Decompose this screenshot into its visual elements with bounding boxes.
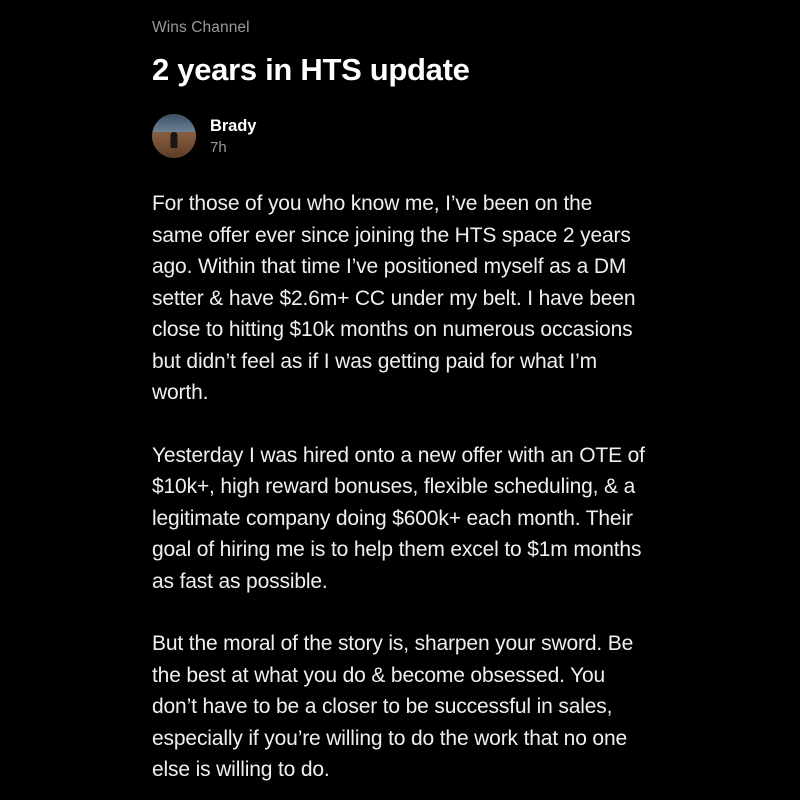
page-title: 2 years in HTS update	[152, 52, 470, 87]
avatar-sky	[152, 114, 196, 132]
post-timestamp: 7h	[210, 138, 227, 156]
channel-name[interactable]: Wins Channel	[152, 19, 250, 36]
post-body	[152, 188, 648, 786]
post-paragraph: But the moral of the story is, sharpen your sword. Be the best at what you do & become obsessed. You don’t have to be a closer to be successful in sales, especially if you’re willing to do the work that no one else is willing to do.	[152, 632, 634, 781]
avatar-figure	[171, 132, 178, 148]
post-paragraph: For those of you who know me, I’ve been on the same offer ever since joining the HTS space 2 years ago. Within that time I’ve positioned myself as a DM setter & have $2.6m+ CC under my belt. I have been close to hitting $10k months on numerous occasions but didn’t feel as if I was getting paid for what I’m worth.	[152, 192, 636, 404]
author-name[interactable]: Brady	[210, 116, 257, 135]
avatar[interactable]	[152, 114, 196, 158]
post-paragraph: Yesterday I was hired onto a new offer with an OTE of $10k+, high reward bonuses, flexible scheduling, & a legitimate company doing $600k+ each month. Their goal of hiring me is to help them excel to $1m months as fast as possible.	[152, 443, 645, 593]
author-meta	[210, 116, 256, 157]
author-row[interactable]	[152, 114, 648, 158]
